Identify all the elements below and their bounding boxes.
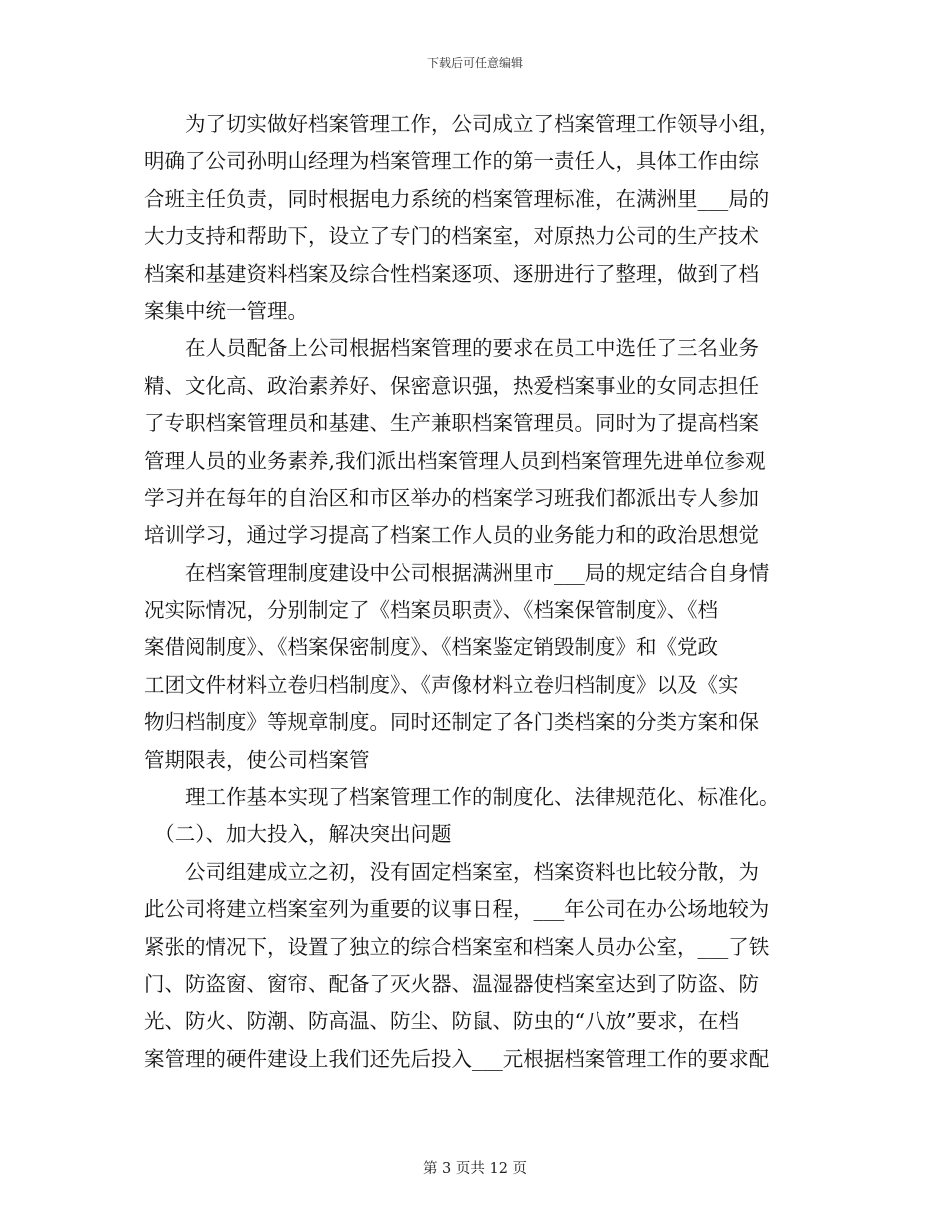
- text-line: 管期限表，使公司档案管: [144, 747, 370, 772]
- text-line: 在档案管理制度建设中公司根据满洲里市___局的规定结合自身情: [144, 560, 770, 585]
- text-line: 公司组建成立之初，没有固定档案室，档案资料也比较分散，为: [144, 859, 759, 884]
- text-line: 案集中统一管理。: [144, 298, 308, 323]
- text-line: 案借阅制度》、《档案保密制度》、《档案鉴定销毁制度》和《党政: [144, 635, 718, 660]
- text-line: 合班主任负责，同时根据电力系统的档案管理标准，在满洲里___局的: [144, 186, 770, 211]
- page-number: 第 3 页共 12 页: [422, 1161, 528, 1177]
- text-line: 况实际情况，分别制定了《档案员职责》、《档案保管制度》、《档: [144, 598, 718, 623]
- text-line: 光、防火、防潮、防高温、防尘、防鼠、防虫的“八放”要求，在档: [144, 1009, 739, 1034]
- text-line: 学习并在每年的自治区和市区举办的档案学习班我们都派出专人参加: [144, 485, 759, 510]
- text-line: 精、文化高、政治素养好、保密意识强，热爱档案事业的女同志担任: [144, 373, 759, 398]
- text-line: 物归档制度》等规章制度。同时还制定了各门类档案的分类方案和保: [144, 710, 759, 735]
- text-line: 此公司将建立档案室列为重要的议事日程，___年公司在办公场地较为: [144, 897, 770, 922]
- text-line: 档案和基建资料档案及综合性档案逐项、逐册进行了整理，做到了档: [144, 261, 759, 286]
- text-line: 工团文件材料立卷归档制度》、《声像材料立卷归档制度》以及《实: [144, 672, 739, 697]
- document-body: [144, 106, 824, 1078]
- section-heading: （二）、加大投入，解决突出问题: [144, 822, 452, 847]
- text-line: 管理人员的业务素养,我们派出档案管理人员到档案管理先进单位参观: [144, 448, 766, 473]
- text-line: 明确了公司孙明山经理为档案管理工作的第一责任人，具体工作由综: [144, 149, 759, 174]
- text-line: 培训学习，通过学习提高了档案工作人员的业务能力和的政治思想觉: [144, 523, 759, 548]
- text-line: 大力支持和帮助下，设立了专门的档案室，对原热力公司的生产技术: [144, 224, 759, 249]
- text-line: 门、防盗窗、窗帘、配备了灭火器、温湿器使档案室达到了防盗、防: [144, 971, 759, 996]
- text-line: 为了切实做好档案管理工作，公司成立了档案管理工作领导小组，: [144, 112, 780, 136]
- text-line: 案管理的硬件建设上我们还先后投入___元根据档案管理工作的要求配: [144, 1046, 770, 1071]
- text-line: 了专职档案管理员和基建、生产兼职档案管理员。同时为了提高档案: [144, 411, 759, 436]
- text-line: 在人员配备上公司根据档案管理的要求在员工中选任了三名业务: [144, 336, 759, 361]
- page-header: 下载后可任意编辑: [426, 56, 523, 70]
- text-line: 理工作基本实现了档案管理工作的制度化、法律规范化、标准化。: [144, 785, 780, 810]
- text-line: 紧张的情况下，设置了独立的综合档案室和档案人员办公室，___了铁: [144, 934, 770, 959]
